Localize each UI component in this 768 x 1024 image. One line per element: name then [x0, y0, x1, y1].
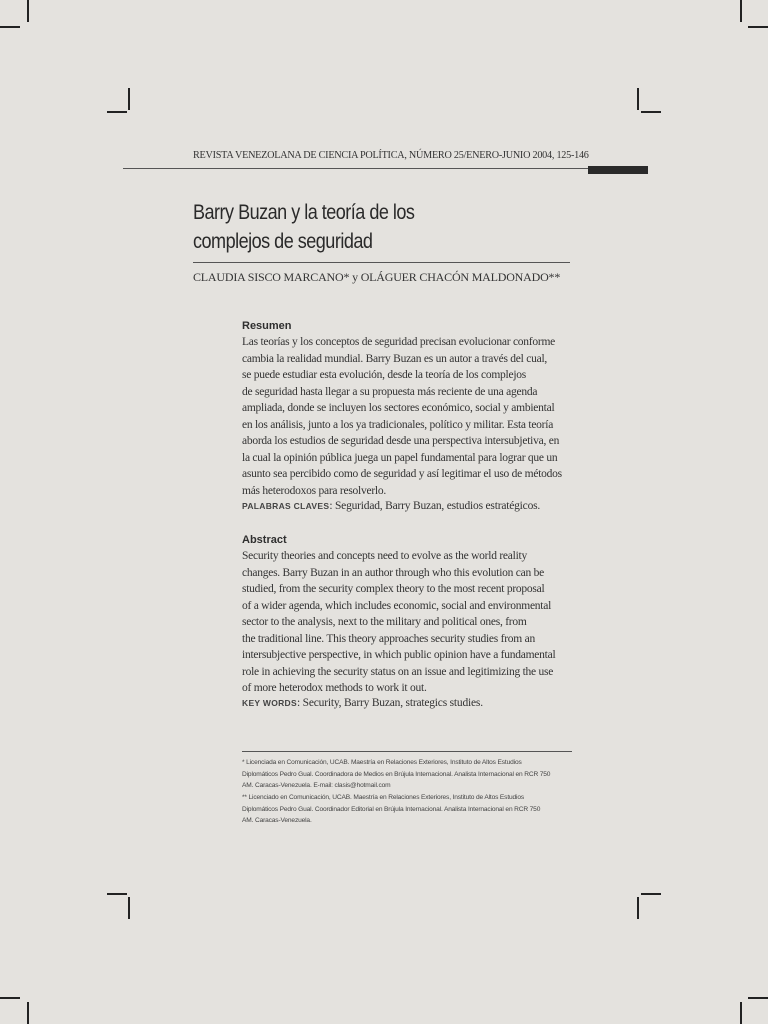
- crop-mark: [128, 897, 130, 919]
- footnote-line: AM. Caracas-Venezuela. E-mail: clasis@hotmail.com: [242, 782, 391, 790]
- crop-mark: [641, 893, 661, 895]
- crop-mark: [748, 997, 768, 999]
- crop-mark: [107, 893, 127, 895]
- crop-mark: [748, 26, 768, 28]
- footnote-line: Diplomáticos Pedro Gual. Coordinador Editorial en Brújula Internacional. Analista Internacional en RCR 750: [242, 805, 541, 813]
- text-line: ampliada, donde se incluyen los sectores económico, social y ambiental: [242, 402, 555, 414]
- crop-mark: [128, 88, 130, 110]
- text-line: más heterodoxos para resolverlo.: [242, 484, 387, 497]
- text-line: of a wider agenda, which includes economic, social and environmental: [242, 599, 552, 612]
- resumen-heading: Resumen: [242, 320, 292, 332]
- text-line: of more heterodox methods to work it out.: [242, 682, 427, 694]
- abstract-body: [242, 548, 572, 697]
- text-line: cambia la realidad mundial. Barry Buzan es un autor a través del cual,: [242, 352, 548, 365]
- text-line: la cual la opinión pública juega un papel fundamental para lograr que un: [242, 451, 558, 464]
- text-line: Security theories and concepts need to evolve as the world reality: [242, 550, 527, 562]
- crop-mark: [637, 897, 639, 919]
- crop-mark: [107, 111, 127, 113]
- header-bar: [588, 166, 648, 174]
- text-line: aborda los estudios de seguridad desde una perspectiva intersubjetiva, en: [242, 435, 560, 447]
- journal-header: REVISTA VENEZOLANA DE CIENCIA POLÍTICA, NÚMERO 25/ENERO-JUNIO 2004, 125-146: [193, 150, 589, 161]
- title-line: complejos de seguridad: [193, 230, 373, 253]
- keywords-text: : Security, Barry Buzan, strategics studies.: [296, 697, 483, 709]
- crop-mark: [637, 88, 639, 110]
- text-line: changes. Barry Buzan in an author through who this evolution can be: [242, 566, 544, 579]
- key-words: [242, 697, 582, 709]
- text-line: role in achieving the security status on an issue and legitimizing the use: [242, 665, 554, 678]
- header-rule: [123, 168, 588, 169]
- text-line: intersubjective perspective, in which public opinion have a fundamental: [242, 649, 556, 661]
- text-line: studied, from the security complex theory to the most recent proposal: [242, 583, 545, 595]
- crop-mark: [0, 26, 20, 28]
- footnotes: [242, 757, 582, 827]
- crop-mark: [27, 1002, 29, 1024]
- footnote-rule: [242, 751, 572, 752]
- text-line: sector to the analysis, next to the military and political ones, from: [242, 616, 527, 628]
- crop-mark: [27, 0, 29, 22]
- footnote-line: Diplomáticos Pedro Gual. Coordinadora de Medios en Brújula Internacional. Analista Internacional en RCR 750: [242, 770, 551, 778]
- crop-mark: [740, 0, 742, 22]
- keywords-label: PALABRAS CLAVES: [242, 501, 330, 511]
- footnote-line: AM. Caracas-Venezuela.: [242, 817, 312, 825]
- text-line: se puede estudiar esta evolución, desde la teoría de los complejos: [242, 369, 526, 381]
- article-title: [193, 198, 537, 256]
- crop-mark: [641, 111, 661, 113]
- text-line: Las teorías y los conceptos de seguridad precisan evolucionar conforme: [242, 336, 556, 348]
- crop-mark: [740, 1002, 742, 1024]
- text-line: asunto sea percibido como de seguridad y así legitimar el uso de métodos: [242, 468, 562, 480]
- footnote-line: ** Licenciado en Comunicación, UCAB. Maestría en Relaciones Exteriores, Instituto de Altos Estudios: [242, 794, 525, 802]
- keywords-label: KEY WORDS: [242, 698, 297, 708]
- authors: CLAUDIA SISCO MARCANO* y OLÁGUER CHACÓN MALDONADO**: [193, 270, 561, 284]
- text-line: de seguridad hasta llegar a su propuesta más reciente de una agenda: [242, 385, 538, 398]
- text-line: the traditional line. This theory approaches security studies from an: [242, 632, 535, 645]
- resumen-body: [242, 334, 572, 499]
- footnote-line: * Licenciada en Comunicación, UCAB. Maestría en Relaciones Exteriores, Instituto de Altos Estudios: [242, 759, 522, 766]
- text-line: en los análisis, junto a los ya tradicionales, político y militar. Esta teoría: [242, 418, 554, 431]
- title-line: Barry Buzan y la teoría de los: [193, 201, 415, 224]
- abstract-heading: Abstract: [242, 534, 287, 546]
- palabras-claves: [242, 500, 582, 512]
- keywords-text: : Seguridad, Barry Buzan, estudios estratégicos.: [329, 500, 541, 512]
- crop-mark: [0, 997, 20, 999]
- title-rule: [193, 262, 570, 263]
